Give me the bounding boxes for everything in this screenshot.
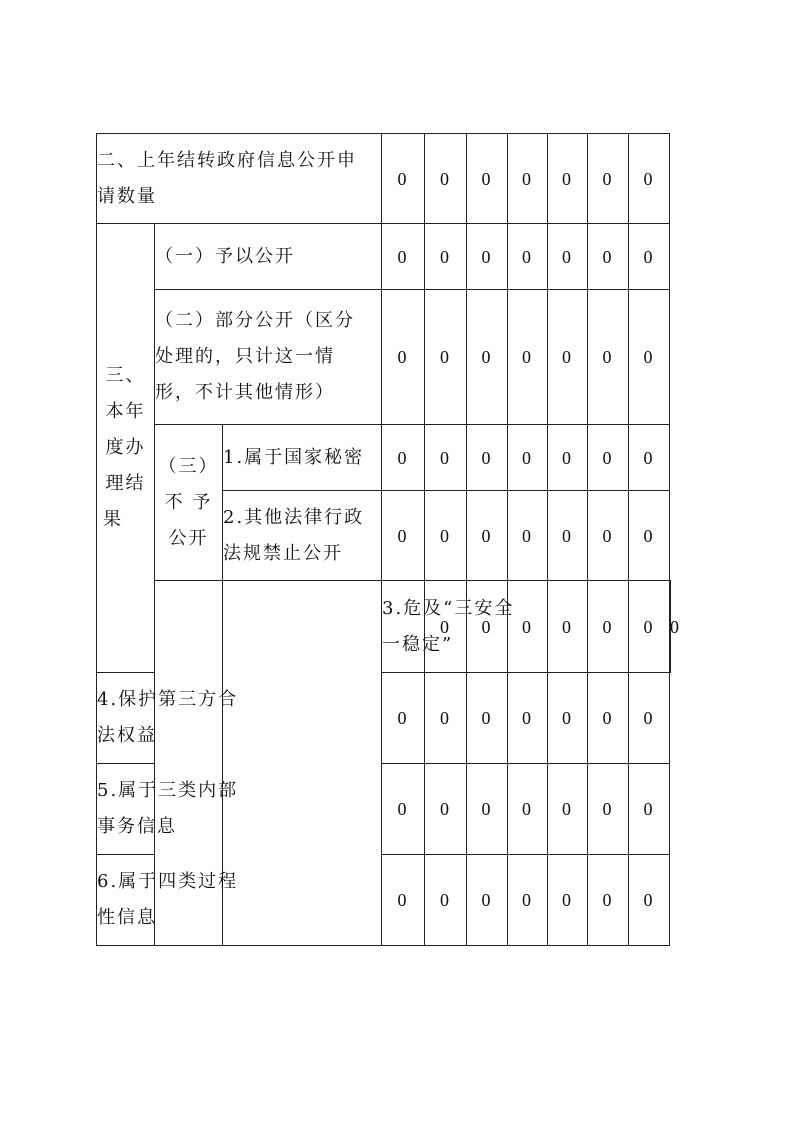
three-security-value: 0 (467, 581, 508, 673)
partial-value: 0 (588, 290, 629, 425)
partial-value: 0 (467, 290, 508, 425)
table-row-state-secret (97, 425, 671, 491)
table-row-three-security (97, 581, 671, 673)
process-info-value: 0 (425, 855, 467, 946)
other-law-value: 0 (382, 491, 425, 581)
process-info-value: 0 (629, 855, 670, 946)
carryover-value: 0 (425, 134, 467, 224)
three-security-value: 0 (508, 581, 548, 673)
state-secret-value: 0 (548, 425, 588, 491)
other-law-value: 0 (629, 491, 670, 581)
third-party-value: 0 (629, 673, 670, 764)
partial-value: 0 (508, 290, 548, 425)
three-security-label: 3.危及“三安全 一稳定” (382, 581, 425, 673)
disclose-value: 0 (467, 224, 508, 290)
carryover-value: 0 (467, 134, 508, 224)
state-secret-value: 0 (629, 425, 670, 491)
carryover-label: 二、上年结转政府信息公开申 请数量 (97, 134, 382, 224)
third-party-value: 0 (467, 673, 508, 764)
carryover-value: 0 (548, 134, 588, 224)
internal-affairs-value: 0 (508, 764, 548, 855)
state-secret-value: 0 (382, 425, 425, 491)
internal-affairs-value: 0 (548, 764, 588, 855)
info-disclosure-table (96, 133, 681, 946)
process-info-label: 6.属于四类过程 性信息 (97, 855, 155, 946)
partial-label: （二）部分公开（区分 处理的，只计这一情 形，不计其他情形） (155, 290, 382, 425)
internal-affairs-value: 0 (382, 764, 425, 855)
partial-value: 0 (548, 290, 588, 425)
disclose-value: 0 (548, 224, 588, 290)
table-row-partial (97, 290, 671, 425)
disclose-value: 0 (629, 224, 670, 290)
other-law-label: 2.其他法律行政 法规禁止公开 (223, 491, 382, 581)
state-secret-label: 1.属于国家秘密 (223, 425, 382, 491)
three-security-value: 0 (425, 581, 467, 673)
other-law-value: 0 (467, 491, 508, 581)
table-row-carryover (97, 134, 671, 224)
other-law-value: 0 (548, 491, 588, 581)
section3-label: 三、 本年 度办 理结 果 (97, 224, 155, 673)
table-row-disclose (97, 224, 671, 290)
state-secret-value: 0 (508, 425, 548, 491)
disclose-value: 0 (382, 224, 425, 290)
partial-value: 0 (629, 290, 670, 425)
internal-affairs-value: 0 (425, 764, 467, 855)
third-party-value: 0 (382, 673, 425, 764)
internal-affairs-value: 0 (629, 764, 670, 855)
state-secret-value: 0 (425, 425, 467, 491)
carryover-value: 0 (588, 134, 629, 224)
disclose-value: 0 (508, 224, 548, 290)
partial-value: 0 (425, 290, 467, 425)
three-security-value: 0 (670, 581, 671, 673)
disclose-value: 0 (425, 224, 467, 290)
other-law-value: 0 (425, 491, 467, 581)
three-security-value: 0 (588, 581, 629, 673)
process-info-value: 0 (548, 855, 588, 946)
carryover-value: 0 (508, 134, 548, 224)
internal-affairs-value: 0 (588, 764, 629, 855)
three-security-value: 0 (629, 581, 670, 673)
three-security-value: 0 (548, 581, 588, 673)
process-info-value: 0 (382, 855, 425, 946)
internal-affairs-value: 0 (467, 764, 508, 855)
not-disclose-label: （三） 不 予 公开 (155, 425, 223, 581)
process-info-value: 0 (508, 855, 548, 946)
partial-value: 0 (382, 290, 425, 425)
carryover-value: 0 (382, 134, 425, 224)
process-info-value: 0 (588, 855, 629, 946)
third-party-label: 4.保护第三方合 法权益 (97, 673, 155, 764)
disclose-value: 0 (588, 224, 629, 290)
third-party-value: 0 (548, 673, 588, 764)
other-law-value: 0 (588, 491, 629, 581)
carryover-value: 0 (629, 134, 670, 224)
internal-affairs-label: 5.属于三类内部 事务信息 (97, 764, 155, 855)
third-party-value: 0 (425, 673, 467, 764)
third-party-value: 0 (508, 673, 548, 764)
other-law-value: 0 (508, 491, 548, 581)
not-disclose-continuation-cell (223, 581, 382, 946)
state-secret-value: 0 (588, 425, 629, 491)
process-info-value: 0 (467, 855, 508, 946)
state-secret-value: 0 (467, 425, 508, 491)
third-party-value: 0 (588, 673, 629, 764)
disclose-label: （一）予以公开 (155, 224, 382, 290)
